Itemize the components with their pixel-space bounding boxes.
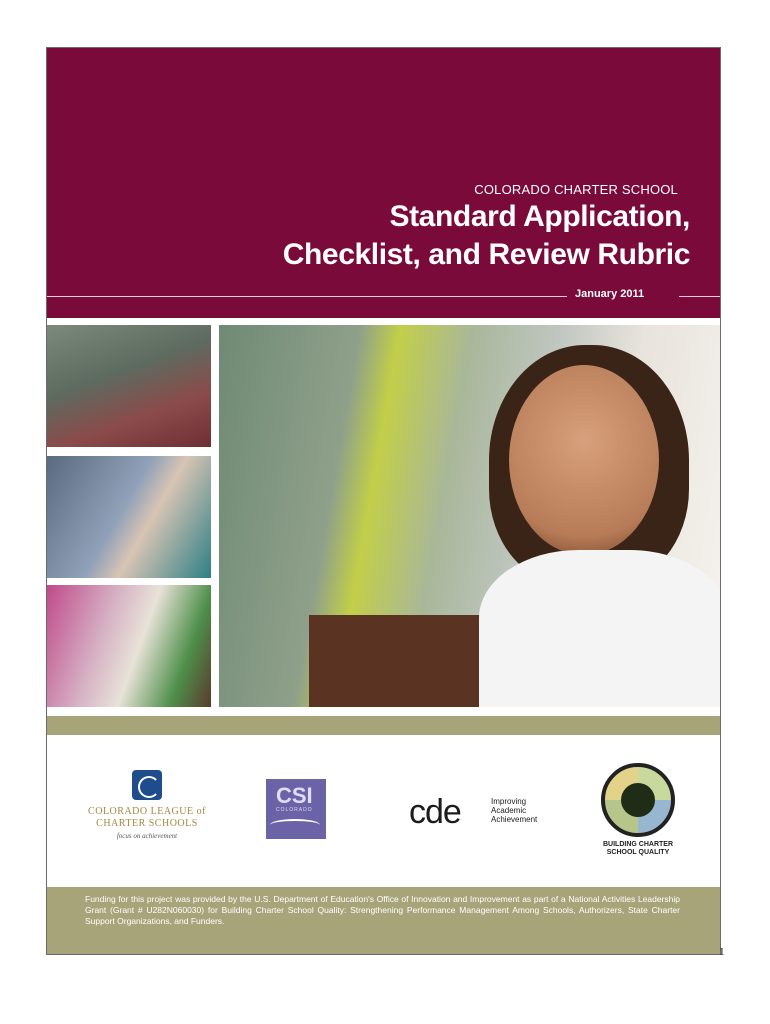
cde-tag-line-2: Academic: [491, 806, 527, 815]
cde-logo: [409, 793, 559, 833]
bcsq-ring-icon: [601, 763, 675, 837]
csi-colorado-logo: [266, 779, 326, 839]
olive-divider-bar: [47, 716, 720, 735]
publication-date: January 2011: [575, 288, 645, 300]
clcs-name: [87, 806, 207, 830]
main-title: [283, 198, 690, 274]
photo-teacher-helping-student: [47, 585, 211, 707]
page-number: 1: [719, 946, 725, 958]
photo-students-group: [47, 325, 211, 447]
divider-right: [679, 296, 720, 297]
cde-abbr: cde: [409, 793, 461, 831]
title-line-2: Checklist, and Review Rubric: [282, 238, 690, 271]
clcs-name-line-1: COLORADO LEAGUE of: [88, 806, 206, 817]
clcs-mark-icon: [132, 770, 162, 800]
photo-face: [509, 365, 659, 555]
cde-tag-line-3: Achievement: [491, 815, 538, 824]
clcs-name-line-2: CHARTER SCHOOLS: [96, 818, 198, 829]
divider-left: [47, 296, 567, 297]
bcsq-center: [621, 783, 655, 817]
funding-statement: Funding for this project was provided by the U.S. Department of Education's Office of Innovation and Improvement as part of a National Activities Leadership Grant (Grant # U282N060030) for Building Charter School Quality: Strengthening Performance Management Among Schools, Authorizers, State Charter Support Organizations, and Funders.: [85, 894, 680, 926]
photo-student-reading: [47, 456, 211, 578]
title-line-1: Standard Application,: [389, 200, 690, 233]
photo-smiling-girl-classroom: [219, 325, 720, 707]
colorado-league-of-charter-schools-logo: [87, 770, 207, 850]
clcs-tagline: focus on achievement: [116, 832, 178, 840]
funding-footer: [47, 887, 720, 954]
title-banner: [47, 48, 720, 318]
bcsq-label-line-2: SCHOOL QUALITY: [606, 849, 670, 856]
csi-abbr: CSI: [276, 783, 313, 808]
photo-shirt: [479, 550, 720, 707]
csi-state: COLORADO: [276, 807, 313, 813]
cde-tag-line-1: Improving: [491, 797, 527, 806]
bcsq-label-line-1: BUILDING CHARTER: [603, 841, 673, 848]
document-cover: [46, 47, 721, 955]
mountain-icon: [270, 819, 320, 831]
cde-tagline: [491, 797, 537, 824]
building-charter-school-quality-logo: [593, 763, 683, 856]
bcsq-label: [593, 841, 683, 857]
over-title: COLORADO CHARTER SCHOOL: [474, 182, 678, 197]
